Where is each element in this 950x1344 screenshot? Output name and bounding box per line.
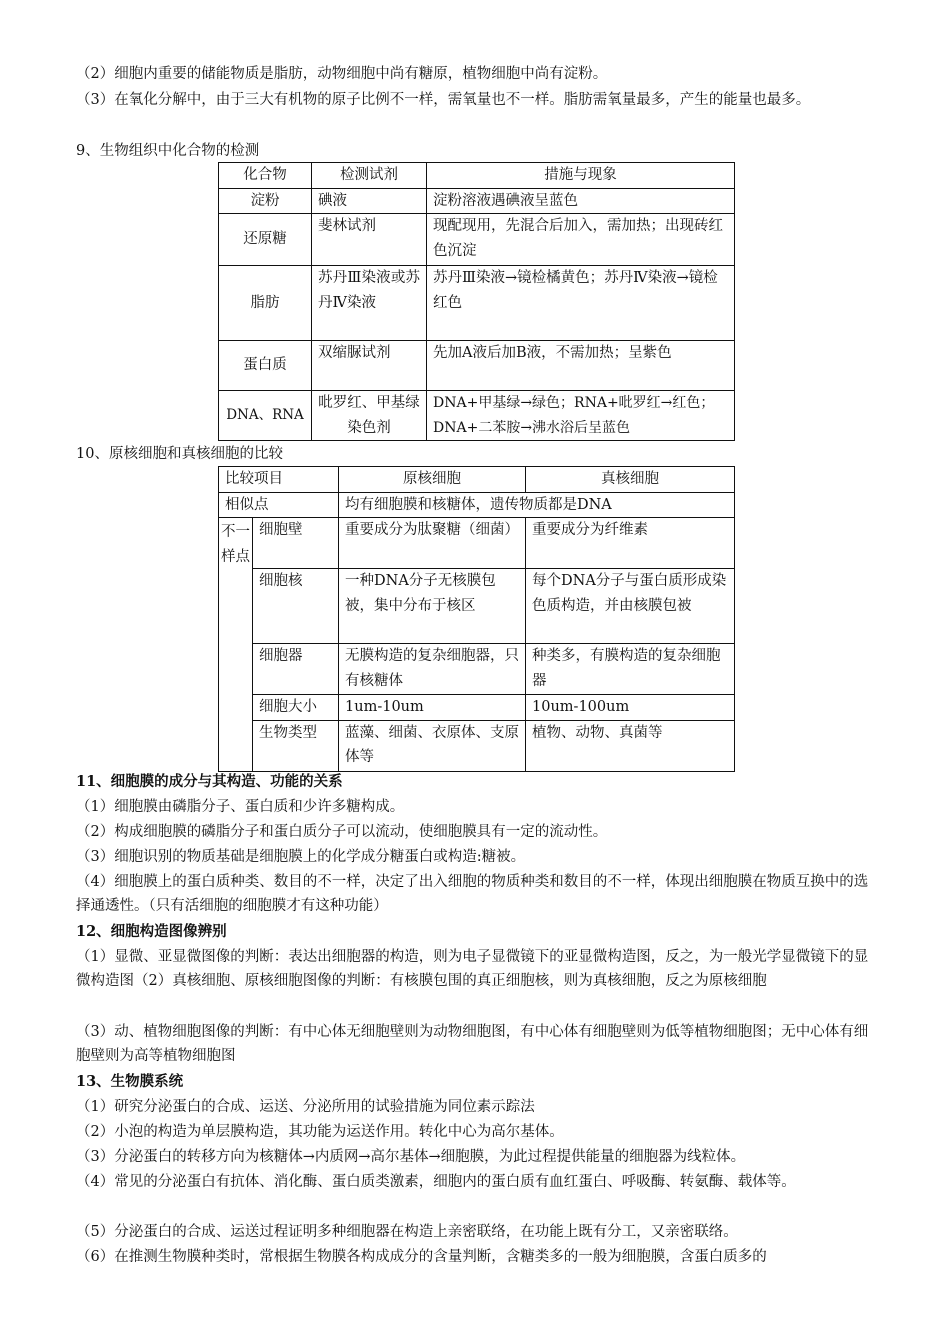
compare-item-cell: 细胞大小	[253, 695, 339, 721]
similar-label: 相似点	[219, 492, 339, 518]
section13-item-2: （2）小泡的构造为单层膜构造，其功能为运送作用。转化中心为高尔基体。	[76, 1124, 564, 1140]
table-row	[219, 391, 735, 441]
result-cell: 苏丹Ⅲ染液→镜检橘黄色；苏丹Ⅳ染液→镜检红色	[427, 266, 735, 341]
section10-title: 10、原核细胞和真核细胞的比较	[76, 446, 283, 462]
reagent-cell: 斐林试剂	[312, 214, 427, 266]
reagent-cell: 苏丹Ⅲ染液或苏丹Ⅳ染液	[312, 266, 427, 341]
section13-item-6: （6）在推测生物膜种类时，常根据生物膜各构成成分的含量判断，含糖类多的一般为细胞膜，含蛋白质多的	[76, 1249, 767, 1265]
compare-item-cell: 生物类型	[253, 720, 339, 771]
section9-title: 9、生物组织中化合物的检测	[76, 143, 260, 159]
section13-title: 13、生物膜系统	[76, 1073, 184, 1090]
table-row	[219, 518, 735, 569]
compound-cell: DNA、RNA	[219, 391, 312, 441]
result-cell: DNA+甲基绿→绿色；RNA+吡罗红→红色；DNA+二苯胺→沸水浴后呈蓝色	[427, 391, 735, 441]
table-row	[219, 188, 735, 214]
prokaryote-cell: 重要成分为肽聚糖（细菌）	[339, 518, 526, 569]
eukaryote-cell: 10um-100um	[526, 695, 735, 721]
prokaryote-cell: 蓝藻、细菌、衣原体、支原体等	[339, 720, 526, 771]
section12-title: 12、细胞构造图像辨别	[76, 923, 227, 940]
section13-item-1: （1）研究分泌蛋白的合成、运送、分泌所用的试验措施为同位素示踪法	[76, 1099, 535, 1115]
compound-cell: 淀粉	[219, 188, 312, 214]
table-row	[219, 569, 735, 644]
table10-header-item: 比较项目	[219, 467, 339, 493]
eukaryote-cell: 植物、动物、真菌等	[526, 720, 735, 771]
section12-item-1: （1）显微、亚显微图像的判断：表达出细胞器的构造，则为电子显微镜下的亚显微构造图，反之，为一般光学显微镜下的显微构造图（2）真核细胞、原核细胞图像的判断：有核膜包围的真正细胞核，则为真核细胞，反之为原核细胞	[76, 949, 869, 989]
eukaryote-cell: 每个DNA分子与蛋白质形成染色质构造，并由核膜包被	[526, 569, 735, 644]
result-cell: 先加A液后加B液，不需加热；呈紫色	[427, 341, 735, 391]
reagent-cell: 碘液	[312, 188, 427, 214]
table9-header-result: 措施与现象	[427, 163, 735, 189]
compound-cell: 还原糖	[219, 214, 312, 266]
reagent-cell: 吡罗红、甲基绿染色剂	[312, 391, 427, 441]
section11-title: 11、细胞膜的成分与其构造、功能的关系	[76, 773, 343, 790]
cell-comparison-table	[218, 466, 735, 772]
compare-item-cell: 细胞壁	[253, 518, 339, 569]
table-row	[219, 720, 735, 771]
section11-item-2: （2）构成细胞膜的磷脂分子和蛋白质分子可以流动，使细胞膜具有一定的流动性。	[76, 824, 608, 840]
section12-item-3: （3）动、植物细胞图像的判断：有中心体无细胞壁则为动物细胞图，有中心体有细胞壁则为低等植物细胞图；无中心体有细胞壁则为高等植物细胞图	[76, 1024, 869, 1064]
compare-item-cell: 细胞核	[253, 569, 339, 644]
eukaryote-cell: 种类多，有膜构造的复杂细胞器	[526, 644, 735, 695]
prokaryote-cell: 一种DNA分子无核膜包被，集中分布于核区	[339, 569, 526, 644]
intro-line-2: （2）细胞内重要的储能物质是脂肪，动物细胞中尚有糖原，植物细胞中尚有淀粉。	[76, 66, 608, 82]
similar-text: 均有细胞膜和核糖体，遗传物质都是DNA	[339, 492, 735, 518]
table-row	[219, 341, 735, 391]
compound-cell: 脂肪	[219, 266, 312, 341]
eukaryote-cell: 重要成分为纤维素	[526, 518, 735, 569]
table-row	[219, 492, 735, 518]
reagent-cell: 双缩脲试剂	[312, 341, 427, 391]
compound-cell: 蛋白质	[219, 341, 312, 391]
intro-line-3: （3）在氧化分解中，由于三大有机物的原子比例不一样，需氧量也不一样。脂肪需氧量最多，产生的能量也最多。	[76, 92, 811, 108]
section11-item-1: （1）细胞膜由磷脂分子、蛋白质和少许多糖构成。	[76, 799, 405, 815]
table-row	[219, 644, 735, 695]
table-row	[219, 214, 735, 266]
section11-item-3: （3）细胞识别的物质基础是细胞膜上的化学成分糖蛋白或构造:糖被。	[76, 849, 526, 865]
result-cell: 淀粉溶液遇碘液呈蓝色	[427, 188, 735, 214]
table10-header-prokaryote: 原核细胞	[339, 467, 526, 493]
difference-label: 不一样点	[219, 518, 253, 772]
compound-detection-table	[218, 162, 735, 441]
table-row	[219, 695, 735, 721]
section13-item-4: （4）常见的分泌蛋白有抗体、消化酶、蛋白质类激素，细胞内的蛋白质有血红蛋白、呼吸酶、转氨酶、载体等。	[76, 1174, 796, 1190]
section11-item-4: （4）细胞膜上的蛋白质种类、数目的不一样，决定了出入细胞的物质种类和数目的不一样，体现出细胞膜在物质互换中的选择通透性。（只有活细胞的细胞膜才有这种功能）	[76, 874, 869, 914]
section13-item-5: （5）分泌蛋白的合成、运送过程证明多种细胞器在构造上亲密联络，在功能上既有分工，又亲密联络。	[76, 1224, 738, 1240]
compare-item-cell: 细胞器	[253, 644, 339, 695]
table10-header-eukaryote: 真核细胞	[526, 467, 735, 493]
result-cell: 现配现用，先混合后加入，需加热；出现砖红色沉淀	[427, 214, 735, 266]
table9-header-reagent: 检测试剂	[312, 163, 427, 189]
section13-item-3: （3）分泌蛋白的转移方向为核糖体→内质网→高尔基体→细胞膜，为此过程提供能量的细胞器为线粒体。	[76, 1149, 746, 1165]
prokaryote-cell: 无膜构造的复杂细胞器，只有核糖体	[339, 644, 526, 695]
table9-header-compound: 化合物	[219, 163, 312, 189]
table-row	[219, 266, 735, 341]
prokaryote-cell: 1um-10um	[339, 695, 526, 721]
